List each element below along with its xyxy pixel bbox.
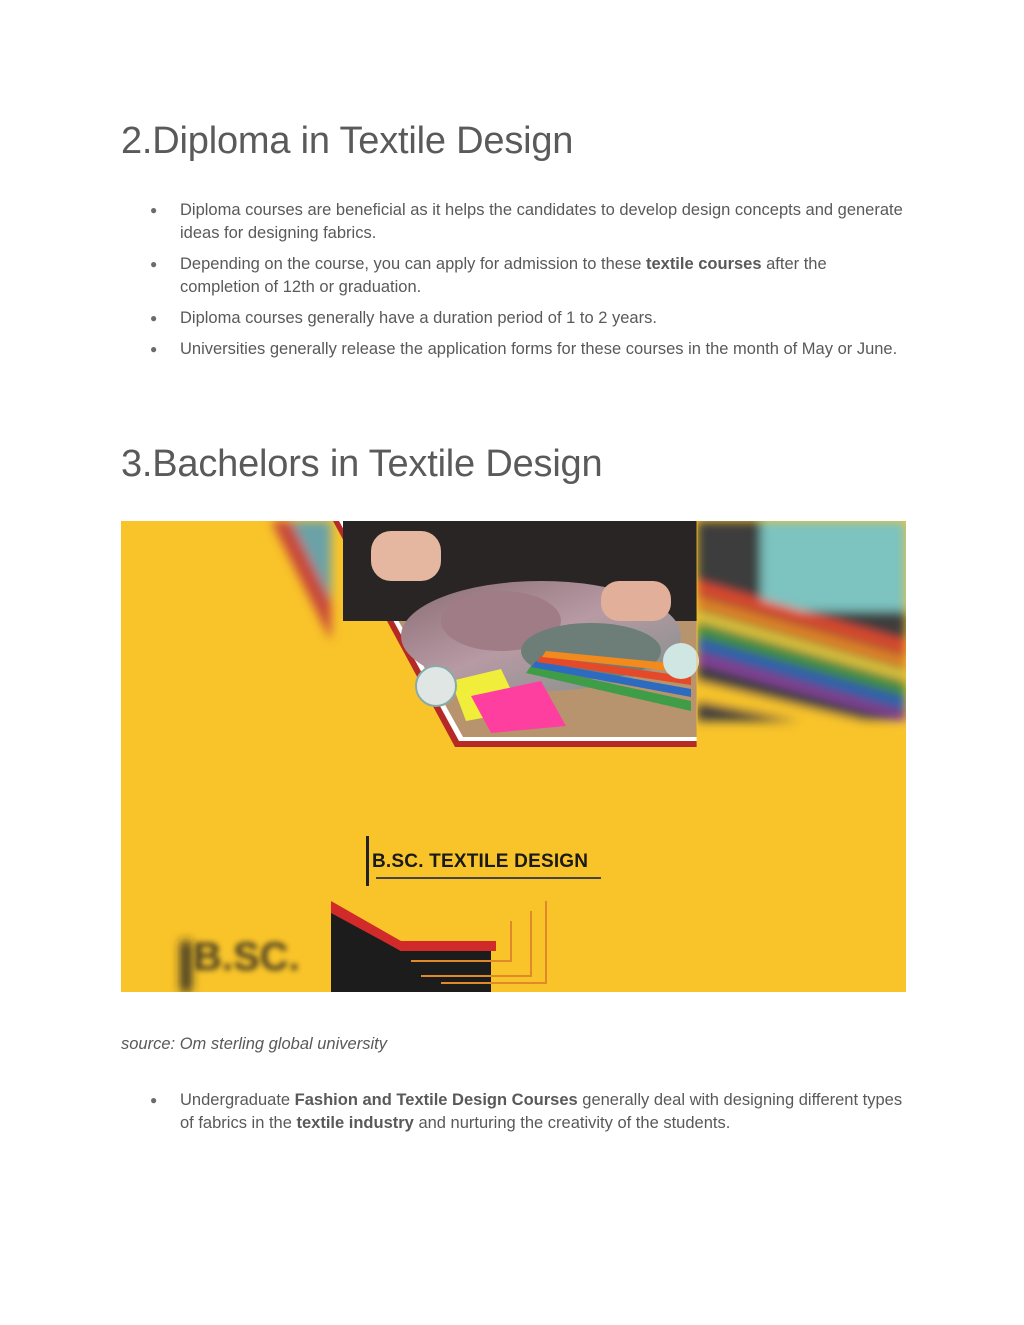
bullet-text: Diploma courses generally have a duration period of 1 to 2 years. (180, 309, 657, 327)
heading-bachelors: 3.Bachelors in Textile Design (121, 443, 603, 485)
list-item (150, 253, 910, 299)
banner-illustration (121, 521, 906, 992)
bullet-icon: ● (150, 311, 158, 325)
bullet-icon: ● (150, 342, 158, 356)
heading-diploma: 2.Diploma in Textile Design (121, 120, 574, 162)
bullet-text: Undergraduate (180, 1091, 295, 1109)
list-item (150, 1089, 910, 1135)
banner-label-blurred: B.SC. (193, 935, 300, 979)
bold-term: textile industry (296, 1114, 414, 1132)
bsc-textile-design-image (121, 521, 906, 992)
bachelors-bullet-list (150, 1089, 910, 1143)
bullet-icon: ● (150, 257, 158, 271)
list-item (150, 199, 910, 245)
bullet-icon: ● (150, 203, 158, 217)
bullet-text: generally deal with designing different types of fabrics in the (180, 1091, 903, 1132)
image-caption: source: Om sterling global university (121, 1035, 387, 1053)
list-item (150, 338, 910, 361)
bullet-text: and nurturing the creativity of the students. (413, 1114, 731, 1132)
bullet-text: after the completion of 12th or graduation. (180, 255, 827, 296)
bullet-text: Universities generally release the application forms for these courses in the month of May or June. (180, 340, 898, 358)
bullet-text: Depending on the course, you can apply for admission to these (180, 255, 646, 273)
list-item (150, 307, 910, 330)
bold-term: textile courses (645, 255, 762, 273)
bold-term: Fashion and Textile Design Courses (294, 1091, 578, 1109)
bullet-icon: ● (150, 1093, 158, 1107)
banner-label: B.SC. TEXTILE DESIGN (372, 851, 589, 872)
diploma-bullet-list (150, 199, 910, 369)
bullet-text: Diploma courses are beneficial as it helps the candidates to develop design concepts and generate ideas for designing fabrics. (180, 201, 903, 242)
